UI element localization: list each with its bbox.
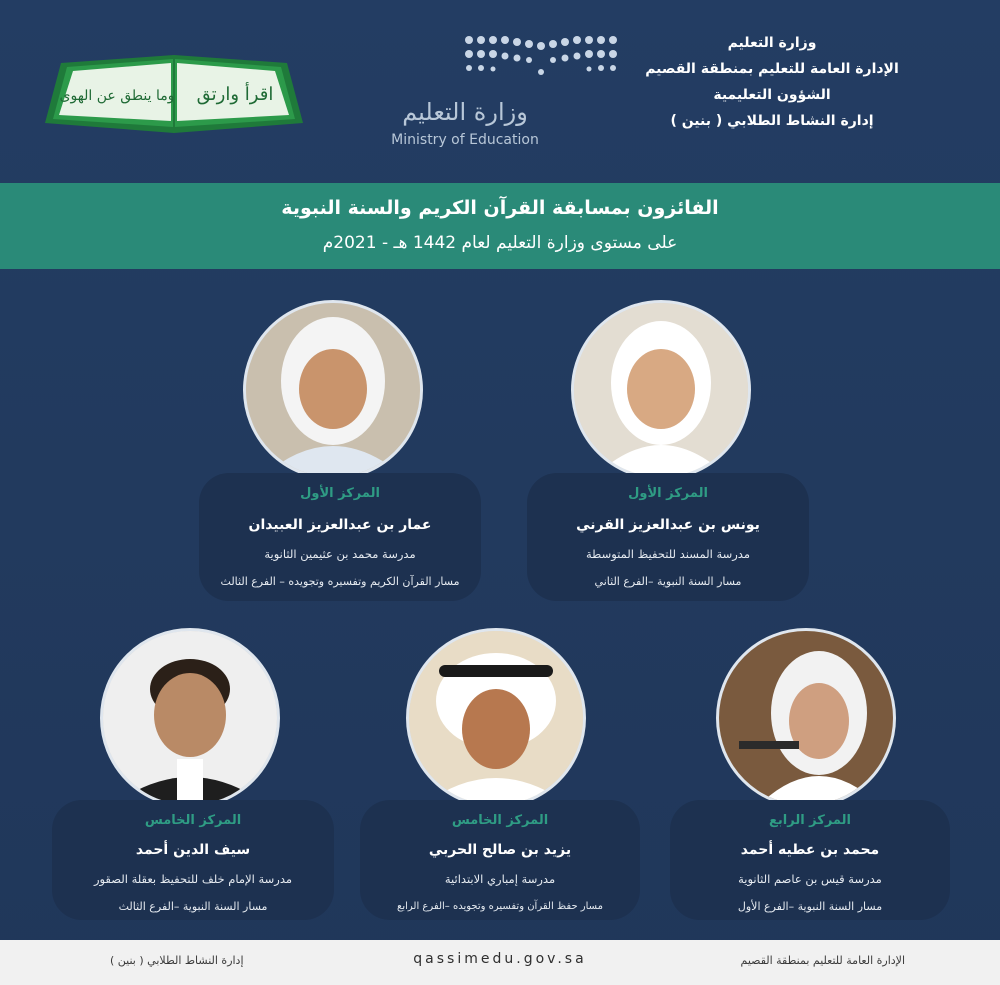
ministry-name-english: Ministry of Education: [391, 132, 539, 148]
winner-name: يزيد بن صالح الحربي: [428, 842, 572, 858]
winner-photo-2: [243, 300, 423, 480]
winner-photo-3: [716, 628, 896, 808]
header-line-ministry: وزارة التعليم: [727, 35, 817, 51]
portrait-placeholder-icon: [246, 303, 420, 477]
winner-track: مسار حفظ القرآن وتفسيره وتجويده –الفرع الرابع: [397, 901, 603, 912]
winner-rank: المركز الأول: [628, 486, 708, 501]
winner-name: يونس بن عبدالعزيز القرني: [576, 517, 760, 533]
header-line-educational-affairs: الشؤون التعليمية: [713, 87, 831, 103]
winner-rank: المركز الرابع: [769, 813, 851, 828]
winner-name: عمار بن عبدالعزيز العبيدان: [248, 517, 432, 533]
winner-name: سيف الدين أحمد: [135, 842, 251, 858]
winner-track: مسار القرآن الكريم وتفسيره وتجويده – الفرع الثالث: [220, 575, 460, 588]
ministry-logo: [385, 32, 625, 152]
portrait-placeholder-icon: [574, 303, 748, 477]
quran-logo-right-text: اقرأ وارتق: [196, 84, 274, 105]
winner-card-2: [199, 473, 481, 601]
winner-name: محمد بن عطيه أحمد: [740, 842, 880, 858]
winner-card-5: [52, 800, 334, 920]
winner-card-3: [670, 800, 950, 920]
winner-card-4: [360, 800, 640, 920]
winner-photo-5: [100, 628, 280, 808]
footer-website: qassimedu.gov.sa: [413, 951, 587, 967]
winner-photo-4: [406, 628, 586, 808]
header-line-general-admin: الإدارة العامة للتعليم بمنطقة القصيم: [645, 61, 899, 77]
winner-card-1: [527, 473, 809, 601]
quran-book-logo: [45, 45, 303, 135]
footer-bar: [0, 940, 1000, 985]
ministry-dots-icon: [463, 32, 623, 82]
portrait-placeholder-icon: [409, 631, 583, 805]
winner-school: مدرسة محمد بن عثيمين الثانوية: [264, 547, 416, 561]
winner-rank: المركز الخامس: [451, 813, 549, 828]
title-banner: [0, 183, 1000, 269]
portrait-placeholder-icon: [103, 631, 277, 805]
winner-track: مسار السنة النبوية –الفرع الثالث: [118, 900, 268, 913]
winner-track: مسار السنة النبوية –الفرع الثاني: [594, 575, 742, 588]
winner-school: مدرسة قيس بن عاصم الثانوية: [738, 872, 882, 886]
winner-track: مسار السنة النبوية –الفرع الأول: [737, 900, 883, 913]
footer-general-admin: الإدارة العامة للتعليم بمنطقة القصيم: [740, 954, 905, 967]
header-line-student-activity: إدارة النشاط الطلابي ( بنين ): [670, 113, 874, 129]
winner-school: مدرسة المسند للتحفيظ المتوسطة: [585, 547, 751, 561]
winner-rank: المركز الأول: [300, 486, 380, 501]
winner-school: مدرسة الإمام خلف للتحفيظ بعقلة الصقور: [93, 872, 293, 886]
quran-logo-left-text: وما ينطق عن الهوى: [59, 88, 175, 104]
winner-rank: المركز الخامس: [144, 813, 242, 828]
winner-photo-1: [571, 300, 751, 480]
footer-student-activity: إدارة النشاط الطلابي ( بنين ): [110, 954, 244, 967]
header-titles: [622, 30, 922, 134]
ministry-name-arabic: وزارة التعليم: [402, 98, 528, 126]
portrait-placeholder-icon: [719, 631, 893, 805]
winner-school: مدرسة إمباري الابتدائية: [444, 872, 556, 886]
banner-subtitle: على مستوى وزارة التعليم لعام 1442 هـ - 2021م: [322, 233, 678, 253]
banner-title: الفائزون بمسابقة القرآن الكريم والسنة النبوية: [281, 197, 719, 219]
